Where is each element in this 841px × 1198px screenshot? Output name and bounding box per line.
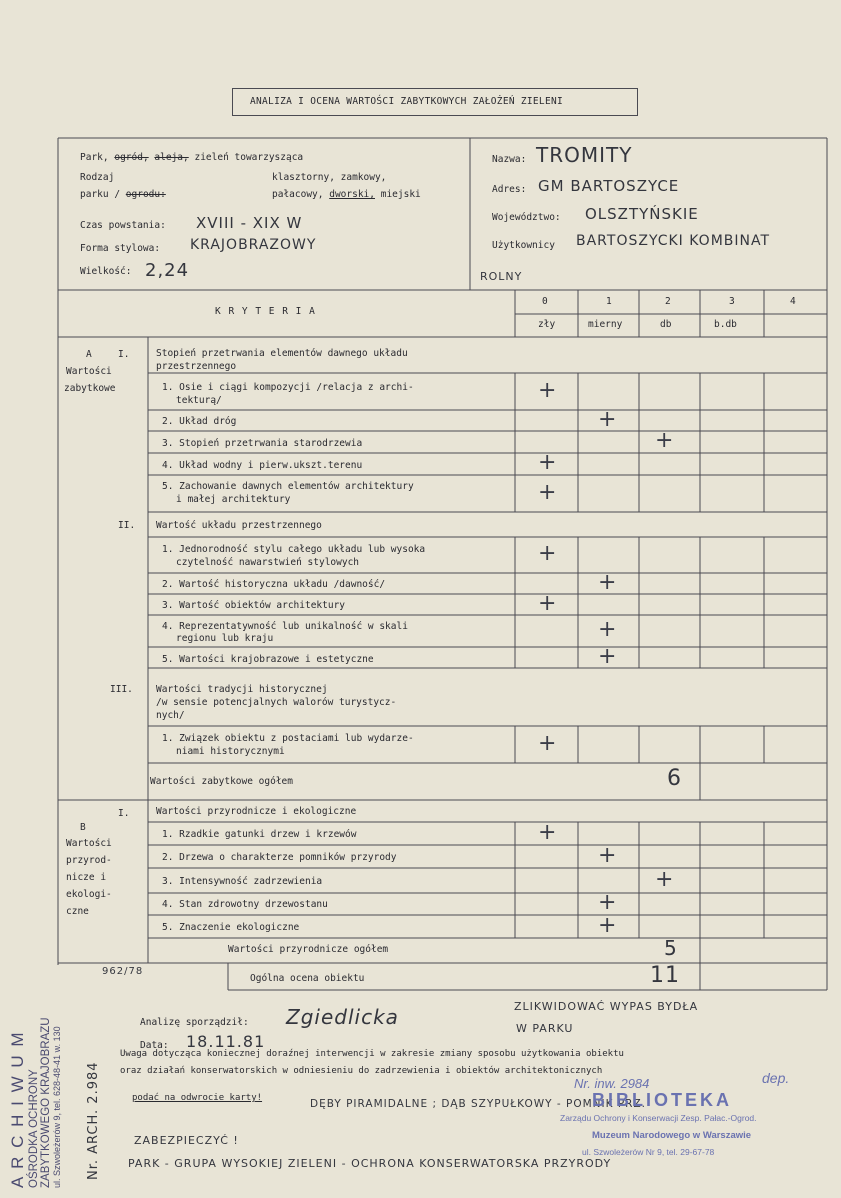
czas-label: Czas powstania: bbox=[80, 220, 166, 231]
col-1-label: mierny bbox=[588, 319, 623, 330]
col-2-number: 2 bbox=[665, 296, 671, 307]
rodzaj-option-2: pałacowy, dworski, miejski bbox=[272, 189, 421, 200]
aii-row-1-line-2: czytelność nawarstwień stylowych bbox=[176, 557, 360, 568]
a-row-5-line-2: i małej architektury bbox=[176, 494, 291, 505]
a-row-1-check-mark: + bbox=[538, 377, 557, 403]
reference-number: 962/78 bbox=[102, 966, 144, 977]
a-row-3-check-mark: + bbox=[655, 428, 674, 453]
b-row-1: 1. Rzadkie gatunki drzew i krzewów bbox=[162, 829, 357, 840]
wielkosc-value: 2,24 bbox=[145, 260, 190, 281]
a-row-4-check-mark: + bbox=[538, 450, 557, 475]
stamp-line-2: Muzeum Narodowego w Warszawie bbox=[592, 1130, 752, 1141]
nazwa-value: TROMITY bbox=[536, 143, 633, 167]
aiii-row-1-line-1: 1. Związek obiektu z postaciami lub wydarze- bbox=[162, 733, 414, 744]
adres-label: Adres: bbox=[492, 184, 527, 195]
section-b-side-5: ekologi- bbox=[66, 889, 112, 900]
uzytkownicy-label: Użytkownicy bbox=[492, 240, 555, 251]
aiii-row-1-check-mark: + bbox=[538, 730, 557, 756]
park-type-line: Park, ogród, aleja, zieleń towarzysząca bbox=[80, 152, 304, 163]
b-row-3-check-mark: + bbox=[655, 866, 674, 892]
b-row-3: 3. Intensywność zadrzewienia bbox=[162, 876, 323, 887]
aii-row-3: 3. Wartość obiektów architektury bbox=[162, 600, 346, 611]
b-row-4: 4. Stan zdrowotny drzewostanu bbox=[162, 899, 328, 910]
wojewodztwo-value: OLSZTYŃSKIE bbox=[585, 205, 699, 223]
a-row-2-check-mark: + bbox=[598, 406, 617, 432]
section-a-iii-label: III. bbox=[110, 684, 133, 695]
section-b-heading: Wartości przyrodnicze i ekologiczne bbox=[156, 806, 357, 817]
archive-address: ul. Szwoleżerów 9, tel. 628-48-41 w. 130 bbox=[52, 1026, 62, 1188]
remark-line-1: Uwaga dotycząca koniecznej doraźnej interwencji w zakresie zmiany sposobu użytkowania obiektu bbox=[120, 1049, 624, 1059]
stamp-inventory-number: Nr. inw. 2984 bbox=[574, 1076, 650, 1091]
col-2-label: db bbox=[660, 319, 672, 330]
b-total-label: Wartości przyrodnicze ogółem bbox=[228, 944, 389, 955]
uzytkownicy-value-cont: ROLNY bbox=[480, 270, 523, 283]
uzytkownicy-value: BARTOSZYCKI KOMBINAT bbox=[576, 233, 771, 249]
section-a-label: A bbox=[86, 349, 92, 360]
a-row-5-check-mark: + bbox=[538, 479, 557, 505]
section-a-heading-2: przestrzennego bbox=[156, 361, 237, 372]
analysis-signature: Zgiedlicka bbox=[286, 1005, 399, 1029]
note-right-1: ZLIKWIDOWAĆ WYPAS BYDŁA bbox=[514, 1000, 699, 1013]
section-a-i-label: I. bbox=[118, 349, 130, 360]
col-4-number: 4 bbox=[790, 296, 796, 307]
handwritten-line-1: DĘBY PIRAMIDALNE ; DĄB SZYPUŁKOWY - POMNIK PRZ. bbox=[310, 1098, 647, 1110]
handwritten-line-3: PARK - GRUPA WYSOKIEJ ZIELENI - OCHRONA KONSERWATORSKA PRZYRODY bbox=[128, 1157, 612, 1170]
section-a-heading-1: Stopień przetrwania elementów dawnego układu bbox=[156, 348, 408, 359]
b-row-5-check-mark: + bbox=[598, 912, 617, 938]
aii-row-4-line-1: 4. Reprezentatywność lub unikalność w skali bbox=[162, 621, 408, 632]
stamp-dep: dep. bbox=[762, 1070, 790, 1086]
b-row-4-check-mark: + bbox=[598, 890, 617, 915]
b-row-1-check-mark: + bbox=[538, 819, 557, 845]
section-a-iii-heading-2: /w sensie potencjalnych walorów turystycz- bbox=[156, 697, 397, 708]
overall-value: 11 bbox=[650, 963, 680, 988]
document-title: ANALIZA I OCENA WARTOŚCI ZABYTKOWYCH ZAŁOŻEŃ ZIELENI bbox=[250, 96, 564, 107]
forma-value: KRAJOBRAZOWY bbox=[190, 237, 317, 253]
a-total-label: Wartości zabytkowe ogółem bbox=[150, 776, 293, 787]
a-row-4: 4. Układ wodny i pierw.ukszt.terenu bbox=[162, 460, 363, 471]
rodzaj-option-1: klasztorny, zamkowy, bbox=[272, 172, 387, 183]
handwritten-line-2: ZABEZPIECZYĆ ! bbox=[134, 1134, 239, 1147]
section-b-i-label: I. bbox=[118, 808, 130, 819]
b-total-value: 5 bbox=[664, 936, 678, 960]
note-right-2: W PARKU bbox=[516, 1022, 574, 1035]
b-row-2: 2. Drzewa o charakterze pomników przyrody bbox=[162, 852, 397, 863]
section-a-iii-heading-3: nych/ bbox=[156, 710, 185, 721]
a-row-2: 2. Układ dróg bbox=[162, 416, 237, 427]
aii-row-5-check-mark: + bbox=[598, 643, 617, 669]
forma-label: Forma stylowa: bbox=[80, 243, 161, 254]
stamp-line-3: ul. Szwoleżerów Nr 9, tel. 29-67-78 bbox=[582, 1147, 715, 1157]
analysis-label: Analizę sporządził: bbox=[140, 1017, 249, 1028]
stamp-biblioteka: BIBLIOTEKA bbox=[592, 1090, 732, 1110]
col-0-number: 0 bbox=[542, 296, 548, 307]
a-row-3: 3. Stopień przetrwania starodrzewia bbox=[162, 438, 363, 449]
aiii-row-1-line-2: niami historycznymi bbox=[176, 746, 285, 757]
section-b-side-2: Wartości bbox=[66, 838, 112, 849]
section-b-side-3: przyrod- bbox=[66, 855, 112, 866]
aii-row-4-line-2: regionu lub kraju bbox=[176, 633, 274, 644]
adres-value: GM BARTOSZYCE bbox=[538, 177, 680, 195]
a-row-5-line-1: 5. Zachowanie dawnych elementów architektury bbox=[162, 481, 414, 492]
section-b-side-6: czne bbox=[66, 906, 89, 917]
aii-row-4-check-mark: + bbox=[598, 617, 617, 642]
section-a-iii-heading-1: Wartości tradycji historycznej bbox=[156, 684, 328, 695]
archive-title: A R C H I W U M bbox=[8, 1030, 27, 1188]
section-a-side-2: zabytkowe bbox=[64, 383, 116, 394]
czas-value: XVIII - XIX W bbox=[196, 214, 303, 232]
col-3-number: 3 bbox=[729, 296, 735, 307]
overall-label: Ogólna ocena obiektu bbox=[250, 973, 365, 984]
col-1-number: 1 bbox=[606, 296, 612, 307]
col-3-label: b.db bbox=[714, 319, 737, 330]
stamp-line-1: Zarządu Ochrony i Konserwacji Zesp. Pałac.-Ogrod. bbox=[560, 1113, 757, 1123]
section-b-side-4: nicze i bbox=[66, 872, 107, 883]
section-b-side-1: B bbox=[80, 822, 86, 833]
rodzaj-label: Rodzaj bbox=[80, 172, 115, 183]
remark-line-2: oraz działań konserwatorskich w odniesieniu do zadrzewienia i obiektów architektonicznych bbox=[120, 1066, 603, 1076]
aii-row-2-check-mark: + bbox=[598, 569, 617, 595]
date-value: 18.11.81 bbox=[186, 1032, 266, 1051]
section-a-ii-heading: Wartość układu przestrzennego bbox=[156, 520, 322, 531]
parku-label: parku / ogrodu: bbox=[80, 189, 166, 200]
date-label: Data: bbox=[140, 1040, 169, 1051]
b-row-5: 5. Znaczenie ekologiczne bbox=[162, 922, 300, 933]
col-0-label: zły bbox=[538, 319, 556, 330]
nazwa-label: Nazwa: bbox=[492, 154, 527, 165]
remark-line-3: podać na odwrocie karty! bbox=[132, 1093, 263, 1103]
aii-row-5: 5. Wartości krajobrazowe i estetyczne bbox=[162, 654, 374, 665]
aii-row-1-check-mark: + bbox=[538, 541, 557, 566]
aii-row-2: 2. Wartość historyczna układu /dawność/ bbox=[162, 579, 386, 590]
b-row-2-check-mark: + bbox=[598, 842, 617, 868]
aii-row-1-line-1: 1. Jednorodność stylu całego układu lub wysoka bbox=[162, 544, 426, 555]
a-total-value: 6 bbox=[667, 766, 682, 791]
wielkosc-label: Wielkość: bbox=[80, 266, 132, 277]
aii-row-3-check-mark: + bbox=[538, 590, 557, 616]
wojewodztwo-label: Województwo: bbox=[492, 212, 561, 223]
kryteria-heading: K R Y T E R I A bbox=[215, 306, 316, 317]
archive-osrodka: OŚRODKA OCHRONY bbox=[28, 1069, 40, 1188]
section-a-ii-label: II. bbox=[118, 520, 136, 531]
a-row-1-line-1: 1. Osie i ciągi kompozycji /relacja z archi- bbox=[162, 382, 414, 393]
archive-zabytkowego: ZABYTKOWEGO KRAJOBRAZU bbox=[40, 1017, 52, 1188]
archive-side-stamp bbox=[8, 978, 62, 1188]
section-a-side-1: Wartości bbox=[66, 366, 112, 377]
archive-handwritten-number: Nr. ARCH. 2.984 bbox=[86, 1061, 101, 1180]
a-row-1-line-2: tekturą/ bbox=[176, 395, 222, 406]
